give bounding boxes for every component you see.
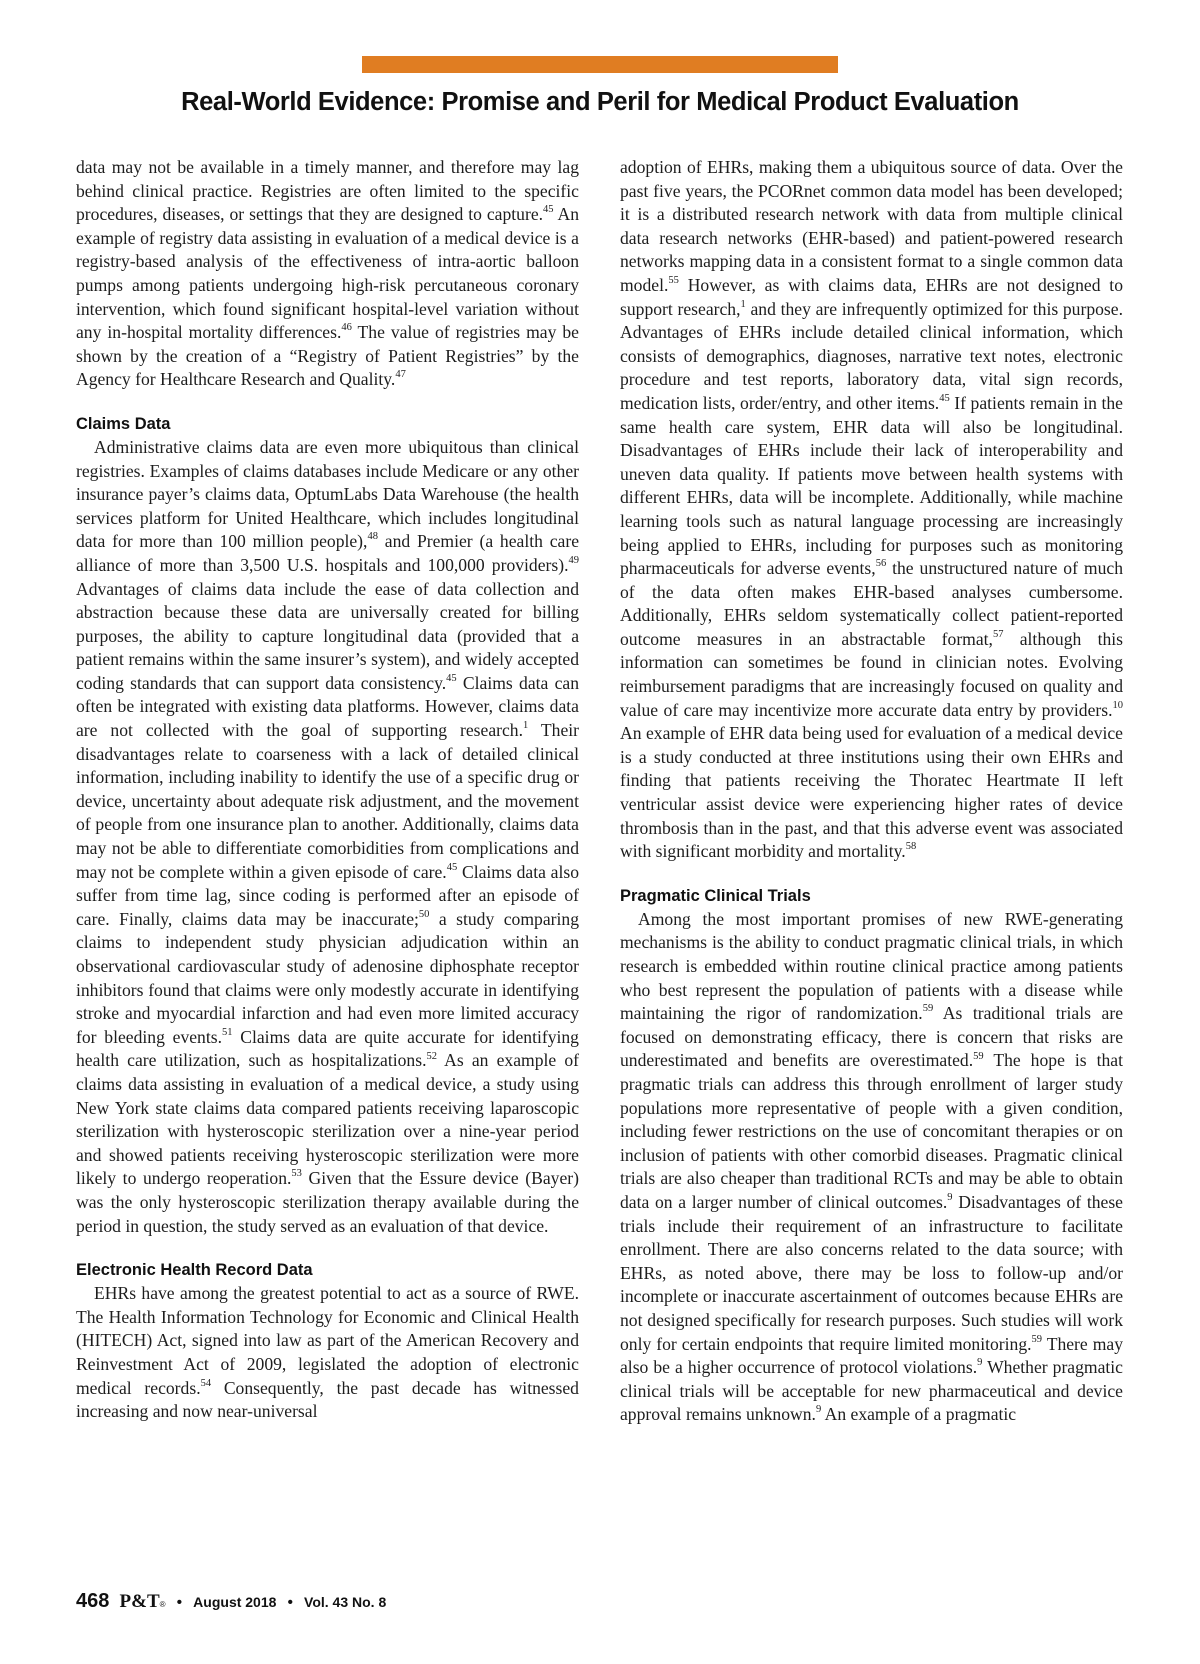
right-column <box>620 156 1123 1427</box>
paragraph-text: The value of registries may be shown by the creation of a “Registry of Patient Registries” by the Agency for Healthcare Research and Quality. <box>76 322 579 390</box>
citation-reference: 45 <box>543 204 554 216</box>
paragraph-text: Advantages of claims data include the ease of data collection and abstraction because these data are universally created for billing purposes, the ability to capture longitudinal data (provided that a patient remains within the same insurer’s system), and widely accepted coding standards that can support data consistency. <box>76 578 579 693</box>
body-paragraph <box>76 436 579 1238</box>
section-heading: Pragmatic Clinical Trials <box>620 886 811 905</box>
citation-reference: 10 <box>1112 699 1123 711</box>
running-title: Real-World Evidence: Promise and Peril for Medical Product Evaluation <box>181 88 1019 116</box>
citation-reference: 55 <box>668 275 679 287</box>
citation-reference: 59 <box>922 1003 934 1015</box>
paragraph-text: As traditional trials are focused on demonstrating efficacy, there is concern that risks are underestimated and benefits are overestimated. <box>620 1003 1123 1071</box>
paragraph-text: and they are infrequently optimized for this purpose. Advantages of EHRs include detailed clinical information, which consists of demographics, diagnoses, narrative text notes, electronic procedure and test reports, laboratory data, vital sign records, medication lists, order/entry, and other items. <box>620 298 1123 413</box>
issue-date: August 2018 <box>193 1594 277 1610</box>
page-number: 468 <box>76 1590 110 1612</box>
section-heading: Electronic Health Record Data <box>76 1261 313 1280</box>
citation-reference: 58 <box>905 841 917 853</box>
citation-reference: 56 <box>875 558 887 570</box>
citation-reference: 9 <box>815 1404 822 1416</box>
section-heading: Claims Data <box>76 414 171 433</box>
citation-reference: 57 <box>992 629 1004 641</box>
paragraph-text: the unstructured nature of much of the data often makes EHR-based analyses cumbersome. Additionally, EHRs seldom systematically collect patient-reported outcome measures in an abstractable format, <box>620 558 1123 649</box>
citation-reference: 1 <box>523 720 529 732</box>
citation-reference: 51 <box>221 1026 233 1038</box>
section-gap <box>76 1238 579 1258</box>
citation-reference: 46 <box>341 322 352 334</box>
citation-reference: 59 <box>973 1050 984 1062</box>
left-column <box>76 156 579 1424</box>
volume-issue: Vol. 43 No. 8 <box>304 1594 387 1610</box>
paragraph-text: Consequently, the past decade has witnessed increasing and now near-universal <box>76 1377 579 1422</box>
paragraph-text: and Premier (a health care alliance of more than 3,500 U.S. hospitals and 100,000 providers). <box>76 531 579 575</box>
paragraph-text: As an example of claims data assisting in evaluation of a medical device, a study using New York state claims data compared patients receiving laparoscopic sterilization with hysteroscopic sterilization over a nine-year period and showed patients receiving hysteroscopic sterilization were more likely to undergo reoperation. <box>76 1050 580 1189</box>
citation-reference: 52 <box>426 1050 437 1062</box>
section-gap <box>620 864 1123 884</box>
paragraph-text: EHRs have among the greatest potential to act as a source of RWE. The Health Information Technology for Economic and Clinical Health (HITECH) Act, signed into law as part of the American Recovery and Reinvestment Act of 2009, legislated the adoption of electronic medical records. <box>76 1283 579 1398</box>
paragraph-text: An example of EHR data being used for evaluation of a medical device is a study conducted at three institutions using their own EHRs and finding that patients receiving the Thoratec Heartmate II left ventricular assist device were experiencing higher rates of device thrombosis than in the past, and that this adverse event was associated with significant morbidity and mortality. <box>620 723 1123 862</box>
paragraph-text: Claims data are quite accurate for identifying health care utilization, such as hospitalizations. <box>76 1026 579 1071</box>
citation-reference: 47 <box>395 369 406 381</box>
registered-mark: ® <box>159 1600 166 1609</box>
header-accent-bar <box>362 56 838 73</box>
paragraph-text: An example of a pragmatic <box>821 1404 1017 1425</box>
footer-separator: • <box>287 1594 293 1611</box>
paragraph-text: adoption of EHRs, making them a ubiquitous source of data. Over the past five years, the PCORnet common data model has been developed; it is a distributed research network with data from multiple clinical data research networks (EHR-based) and patient-powered research networks mapping data in a consistent format to a single common data model. <box>620 157 1123 295</box>
body-paragraph <box>76 156 579 392</box>
section-gap <box>76 392 579 412</box>
paragraph-text: An example of registry data assisting in evaluation of a medical device is a registry-based analysis of the effectiveness of intra-aortic balloon pumps among patients undergoing high-risk percutaneous coronary intervention, which found significant hospital-level variation without any in-hospital mortality differences. <box>76 204 580 343</box>
citation-reference: 53 <box>291 1168 302 1180</box>
citation-reference: 59 <box>1031 1333 1043 1345</box>
paragraph-text: Among the most important promises of new RWE-generating mechanisms is the ability to conduct pragmatic clinical trials, in which research is embedded within routine clinical practice among patients who best represent the population of patients with a disease while maintaining the rigor of randomization. <box>620 908 1123 1024</box>
paragraph-text: Whether pragmatic clinical trials will be acceptable for new pharmaceutical and device approval remains unknown. <box>620 1357 1123 1425</box>
paragraph-text: The hope is that pragmatic trials can address this through enrollment of larger study populations more representative of people with a given condition, including fewer restrictions on the use of concomitant therapies or on inclusion of patients with other comorbid diseases. Pragmatic clinical trials are also cheaper than traditional RCTs and may be able to obtain data on a larger number of clinical outcomes. <box>620 1050 1123 1212</box>
paragraph-text: a study comparing claims to independent study physician adjudication within an observational cardiovascular study of adenosine diphosphate receptor inhibitors found that claims were only modestly accurate in identifying stroke and myocardial infarction and had even more limited accuracy for bleeding events. <box>76 908 579 1047</box>
citation-reference: 45 <box>446 673 457 685</box>
paragraph-text: Their disadvantages relate to coarseness with a lack of detailed clinical information, including inability to identify the use of a specific drug or device, uncertainty about adequate risk adjustment, and the movement of people from one insurance plan to another. Additionally, claims data may not be able to differentiate comorbidities from complications and may not be complete within a given episode of care. <box>76 720 579 882</box>
citation-reference: 48 <box>367 531 378 543</box>
citation-reference: 49 <box>568 555 579 567</box>
paragraph-text: Claims data can often be integrated with existing data platforms. However, claims data are not collected with the goal of supporting research. <box>76 672 579 741</box>
citation-reference: 50 <box>418 908 430 920</box>
body-paragraph <box>620 908 1123 1427</box>
paragraph-text: Claims data also suffer from time lag, since coding is performed after an episode of care. Finally, claims data may be inaccurate; <box>76 861 579 929</box>
citation-reference: 9 <box>977 1357 983 1369</box>
citation-reference: 1 <box>740 298 746 310</box>
paragraph-text: Administrative claims data are even more ubiquitous than clinical registries. Examples of claims databases include Medicare or any other insurance payer’s claims data, OptumLabs Data Warehouse (the health services platform for United Healthcare, which includes longitudinal data for more than 100 million people), <box>76 436 579 552</box>
paragraph-text: There may also be a higher occurrence of protocol violations. <box>620 1333 1123 1378</box>
body-paragraph <box>76 1282 579 1424</box>
paragraph-text: data may not be available in a timely manner, and therefore may lag behind clinical practice. Registries are often limited to the specific procedures, diseases, or settings that they are designed to capture. <box>76 157 579 225</box>
paragraph-text: Disadvantages of these trials include their requirement of an infrastructure to facilitate enrollment. There are also concerns related to the data source; with EHRs, as noted above, there may be loss to follow-up and/or incomplete or inaccurate ascertainment of outcomes because EHRs are not designed specifically for research purposes. Such studies will work only for certain endpoints that require limited monitoring. <box>620 1191 1123 1354</box>
citation-reference: 45 <box>446 861 458 873</box>
citation-reference: 9 <box>947 1192 953 1204</box>
body-paragraph <box>620 156 1123 864</box>
paragraph-text: although this information can sometimes be found in clinician notes. Evolving reimbursement paradigms that are increasingly focused on quality and value of care may incentivize more accurate data entry by providers. <box>620 628 1123 720</box>
page-footer <box>76 1590 386 1613</box>
publication-name: P&T <box>119 1591 160 1612</box>
paragraph-text: If patients remain in the same health care system, EHR data will also be longitudinal. Disadvantages of EHRs include their lack of interoperability and uneven data quality. If patients move between health systems with different EHRs, data will be incomplete. Additionally, while machine learning tools such as natural language processing are increasingly being applied to EHRs, including for purposes such as monitoring pharmaceuticals for adverse events, <box>620 392 1123 579</box>
citation-reference: 54 <box>200 1377 212 1389</box>
paragraph-text: However, as with claims data, EHRs are not designed to support research, <box>620 274 1123 319</box>
citation-reference: 45 <box>939 393 950 405</box>
footer-separator: • <box>176 1594 182 1611</box>
paragraph-text: Given that the Essure device (Bayer) was the only hysteroscopic sterilization therapy available during the period in question, the study served as an evaluation of that device. <box>76 1168 579 1236</box>
